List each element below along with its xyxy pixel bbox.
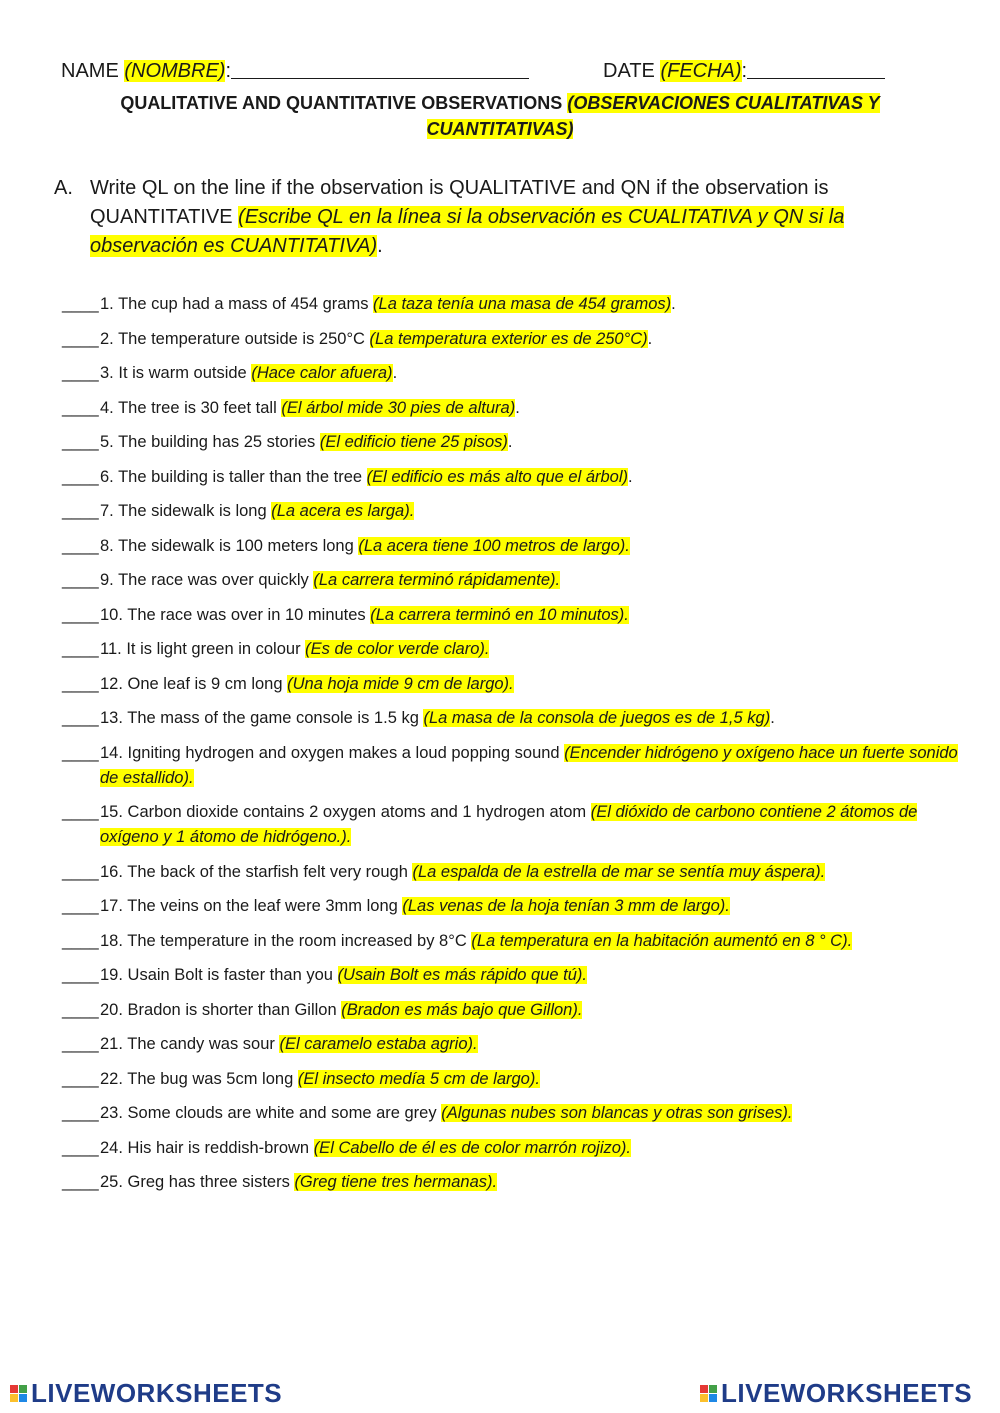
item-number: 4. bbox=[100, 398, 114, 417]
item-text-es: (Algunas nubes son blancas y otras son grises). bbox=[441, 1104, 793, 1122]
brand-name: LIVEWORKSHEETS bbox=[721, 1378, 973, 1408]
observation-item bbox=[62, 672, 962, 697]
item-text-es: (Una hoja mide 9 cm de largo). bbox=[287, 674, 514, 693]
answer-blank[interactable]: ____ bbox=[62, 1173, 99, 1191]
item-text: The race was over in 10 minutes bbox=[127, 605, 371, 624]
item-number: 21. bbox=[100, 1035, 123, 1053]
observation-item bbox=[62, 568, 962, 593]
observation-item bbox=[62, 894, 962, 919]
item-number: 22. bbox=[100, 1069, 123, 1088]
item-text-es: (El dióxido de carbono contiene 2 átomos de oxígeno y 1 átomo de hidrógeno.). bbox=[100, 803, 918, 846]
observation-item bbox=[62, 800, 962, 850]
item-text-es: (La acera tiene 100 metros de largo). bbox=[358, 536, 630, 555]
answer-blank[interactable]: ____ bbox=[62, 329, 99, 348]
observation-item bbox=[62, 998, 962, 1023]
item-text-es: (Greg tiene tres hermanas). bbox=[294, 1173, 498, 1191]
item-text-es: (La temperatura exterior es de 250°C) bbox=[369, 329, 648, 348]
item-text: The cup had a mass of 454 grams bbox=[118, 295, 374, 313]
instructions-en: Write QL on the line if the observation is QUALITATIVE and QN if the observation is QUANTITATIVE bbox=[90, 177, 829, 228]
name-label-es: (NOMBRE) bbox=[124, 60, 226, 82]
observation-item bbox=[62, 741, 962, 791]
item-number: 12. bbox=[100, 674, 123, 693]
item-text-es: (La carrera terminó rápidamente). bbox=[313, 571, 561, 589]
item-text: The temperature outside is 250°C bbox=[118, 329, 370, 348]
date-label-es: (FECHA) bbox=[660, 60, 742, 82]
item-text: The race was over quickly bbox=[118, 571, 314, 589]
liveworksheets-logo-icon bbox=[10, 1385, 27, 1402]
answer-blank[interactable]: ____ bbox=[62, 897, 99, 915]
observation-item bbox=[62, 1032, 962, 1057]
answer-blank[interactable]: ____ bbox=[62, 640, 99, 658]
observation-item: ____ 6. The building is taller than the tree (El edificio es más alto que el árbol). bbox=[62, 465, 962, 490]
item-text: The candy was sour bbox=[127, 1035, 280, 1053]
item-text-es: (La taza tenía una masa de 454 gramos) bbox=[373, 295, 672, 313]
answer-blank[interactable]: ____ bbox=[62, 803, 99, 821]
footer-logo-left bbox=[10, 1378, 282, 1409]
page-title: QUALITATIVE AND QUANTITATIVE OBSERVATIONS (OBSERVACIONES CUALITATIVAS Y CUANTITATIVAS) bbox=[120, 93, 880, 139]
item-text-es: (El edificio tiene 25 pisos) bbox=[319, 433, 508, 451]
page-title-es: (OBSERVACIONES CUALITATIVAS Y CUANTITATIVAS) bbox=[426, 93, 880, 139]
observation-item bbox=[62, 534, 962, 559]
item-text: Some clouds are white and some are grey bbox=[127, 1104, 442, 1122]
answer-blank[interactable]: ____ bbox=[62, 1069, 99, 1088]
item-text: Igniting hydrogen and oxygen makes a loud popping sound bbox=[127, 743, 565, 762]
item-text-es: (El insecto medía 5 cm de largo). bbox=[297, 1069, 540, 1088]
item-number: 20. bbox=[100, 1000, 123, 1019]
item-number: 24. bbox=[100, 1138, 123, 1157]
item-number: 8. bbox=[100, 536, 114, 555]
item-number: 3. bbox=[100, 364, 114, 382]
answer-blank[interactable]: ____ bbox=[62, 1104, 99, 1122]
item-text-es: (Encender hidrógeno y oxígeno hace un fuerte sonido de estallido). bbox=[100, 743, 958, 787]
item-text-es: (Es de color verde claro). bbox=[305, 640, 490, 658]
item-number: 10. bbox=[100, 605, 123, 624]
instructions-es: (Escribe QL en la línea si la observación es CUALITATIVA y QN si la observación es CUANTITATIVA) bbox=[90, 206, 845, 257]
item-text: The building has 25 stories bbox=[118, 433, 320, 451]
observation-item bbox=[62, 1101, 962, 1126]
answer-blank[interactable]: ____ bbox=[62, 1035, 99, 1053]
answer-blank[interactable]: ____ bbox=[62, 605, 99, 624]
item-text: Carbon dioxide contains 2 oxygen atoms and 1 hydrogen atom bbox=[127, 803, 591, 821]
item-number: 15. bbox=[100, 803, 123, 821]
observation-item: ____ 3. It is warm outside (Hace calor afuera). bbox=[62, 361, 962, 386]
item-number: 18. bbox=[100, 931, 123, 950]
observation-item bbox=[62, 963, 962, 988]
instructions: A. Write QL on the line if the observation is QUALITATIVE and QN if the observation is QUANTITATIVE (Escribe QL en la línea si la observación es CUALITATIVA y QN si la observación es CUANTITATIVA). bbox=[54, 174, 934, 261]
name-label: NAME bbox=[61, 60, 125, 82]
item-text: The building is taller than the tree bbox=[118, 467, 367, 486]
brand-name: LIVEWORKSHEETS bbox=[31, 1378, 283, 1408]
item-text-es: (El árbol mide 30 pies de altura) bbox=[281, 398, 516, 417]
section-letter: A. bbox=[54, 177, 73, 199]
liveworksheets-logo-icon bbox=[700, 1385, 717, 1402]
item-number: 25. bbox=[100, 1173, 123, 1191]
observation-item: ____ 2. The temperature outside is 250°C (La temperatura exterior es de 250°C). bbox=[62, 327, 962, 352]
item-text-es: (El caramelo estaba agrio). bbox=[279, 1035, 478, 1053]
answer-blank[interactable]: ____ bbox=[62, 1138, 99, 1157]
observation-item: ____ 1. The cup had a mass of 454 grams (La taza tenía una masa de 454 gramos). bbox=[62, 292, 962, 317]
date-colon: : bbox=[741, 60, 748, 82]
item-text: The mass of the game console is 1.5 kg bbox=[127, 709, 424, 727]
answer-blank[interactable]: ____ bbox=[62, 674, 99, 693]
item-text: His hair is reddish-brown bbox=[127, 1138, 314, 1157]
observation-item bbox=[62, 603, 962, 628]
item-text-es: (La masa de la consola de juegos es de 1,5 kg) bbox=[423, 709, 771, 727]
answer-blank[interactable]: ____ bbox=[62, 433, 99, 451]
item-text: The bug was 5cm long bbox=[127, 1069, 298, 1088]
name-colon: : bbox=[225, 60, 232, 82]
observation-item bbox=[62, 499, 962, 524]
answer-blank[interactable]: ____ bbox=[62, 1000, 99, 1019]
item-text: Greg has three sisters bbox=[127, 1173, 295, 1191]
observation-item: ____ 4. The tree is 30 feet tall (El árbol mide 30 pies de altura). bbox=[62, 396, 962, 421]
observation-item bbox=[62, 1067, 962, 1092]
date-field[interactable] bbox=[747, 60, 885, 79]
item-text-es: (Usain Bolt es más rápido que tú). bbox=[337, 966, 588, 984]
answer-blank[interactable]: ____ bbox=[62, 295, 99, 313]
item-text-es: (Las venas de la hoja tenían 3 mm de largo). bbox=[402, 897, 730, 915]
answer-blank[interactable]: ____ bbox=[62, 398, 99, 417]
item-number: 11. bbox=[100, 640, 122, 658]
answer-blank[interactable]: ____ bbox=[62, 536, 99, 555]
item-text: The sidewalk is long bbox=[118, 502, 272, 520]
item-number: 13. bbox=[100, 709, 123, 727]
name-field[interactable] bbox=[231, 60, 529, 79]
item-number: 9. bbox=[100, 571, 114, 589]
item-text: It is warm outside bbox=[118, 364, 252, 382]
item-text: The sidewalk is 100 meters long bbox=[118, 536, 359, 555]
item-number: 14. bbox=[100, 743, 123, 762]
item-text: It is light green in colour bbox=[126, 640, 306, 658]
answer-blank[interactable]: ____ bbox=[62, 709, 99, 727]
item-text: Bradon is shorter than Gillon bbox=[127, 1000, 342, 1019]
item-text-es: (Bradon es más bajo que Gillon). bbox=[341, 1000, 583, 1019]
item-number: 1. bbox=[100, 295, 114, 313]
item-text-es: (Hace calor afuera) bbox=[251, 364, 393, 382]
item-number: 5. bbox=[100, 433, 114, 451]
answer-blank[interactable]: ____ bbox=[62, 862, 99, 881]
date-label: DATE bbox=[603, 60, 661, 82]
item-text-es: (La temperatura en la habitación aumentó en 8 ° C). bbox=[471, 931, 853, 950]
observation-item bbox=[62, 860, 962, 885]
item-number: 7. bbox=[100, 502, 114, 520]
item-number: 23. bbox=[100, 1104, 123, 1122]
observation-item bbox=[62, 1136, 962, 1161]
answer-blank[interactable]: ____ bbox=[62, 743, 99, 762]
item-number: 16. bbox=[100, 862, 123, 881]
footer-logo-right bbox=[700, 1378, 972, 1409]
observation-item: ____ 5. The building has 25 stories (El edificio tiene 25 pisos). bbox=[62, 430, 962, 455]
answer-blank[interactable]: ____ bbox=[62, 502, 99, 520]
item-text-es: (La acera es larga). bbox=[271, 502, 415, 520]
answer-blank[interactable]: ____ bbox=[62, 966, 99, 984]
observation-list bbox=[62, 292, 962, 1205]
item-number: 17. bbox=[100, 897, 123, 915]
answer-blank[interactable]: ____ bbox=[62, 931, 99, 950]
observation-item bbox=[62, 1170, 962, 1195]
item-number: 6. bbox=[100, 467, 114, 486]
item-number: 2. bbox=[100, 329, 114, 348]
answer-blank[interactable]: ____ bbox=[62, 364, 99, 382]
name-date-line bbox=[61, 60, 961, 83]
item-number: 19. bbox=[100, 966, 123, 984]
item-text: Usain Bolt is faster than you bbox=[127, 966, 338, 984]
item-text: The temperature in the room increased by 8°C bbox=[127, 931, 472, 950]
item-text-es: (El edificio es más alto que el árbol) bbox=[366, 467, 629, 486]
observation-item bbox=[62, 637, 962, 662]
item-text: The back of the starfish felt very rough bbox=[127, 862, 413, 881]
answer-blank[interactable]: ____ bbox=[62, 467, 99, 486]
observation-item: ____ 13. The mass of the game console is 1.5 kg (La masa de la consola de juegos es de 1,5 kg). bbox=[62, 706, 962, 731]
item-text: The veins on the leaf were 3mm long bbox=[127, 897, 403, 915]
answer-blank[interactable]: ____ bbox=[62, 571, 99, 589]
item-text-es: (La espalda de la estrella de mar se sentía muy áspera). bbox=[412, 862, 826, 881]
item-text: The tree is 30 feet tall bbox=[118, 398, 282, 417]
observation-item bbox=[62, 929, 962, 954]
item-text-es: (La carrera terminó en 10 minutos). bbox=[370, 605, 629, 624]
item-text: One leaf is 9 cm long bbox=[127, 674, 288, 693]
item-text-es: (El Cabello de él es de color marrón rojizo). bbox=[313, 1138, 631, 1157]
